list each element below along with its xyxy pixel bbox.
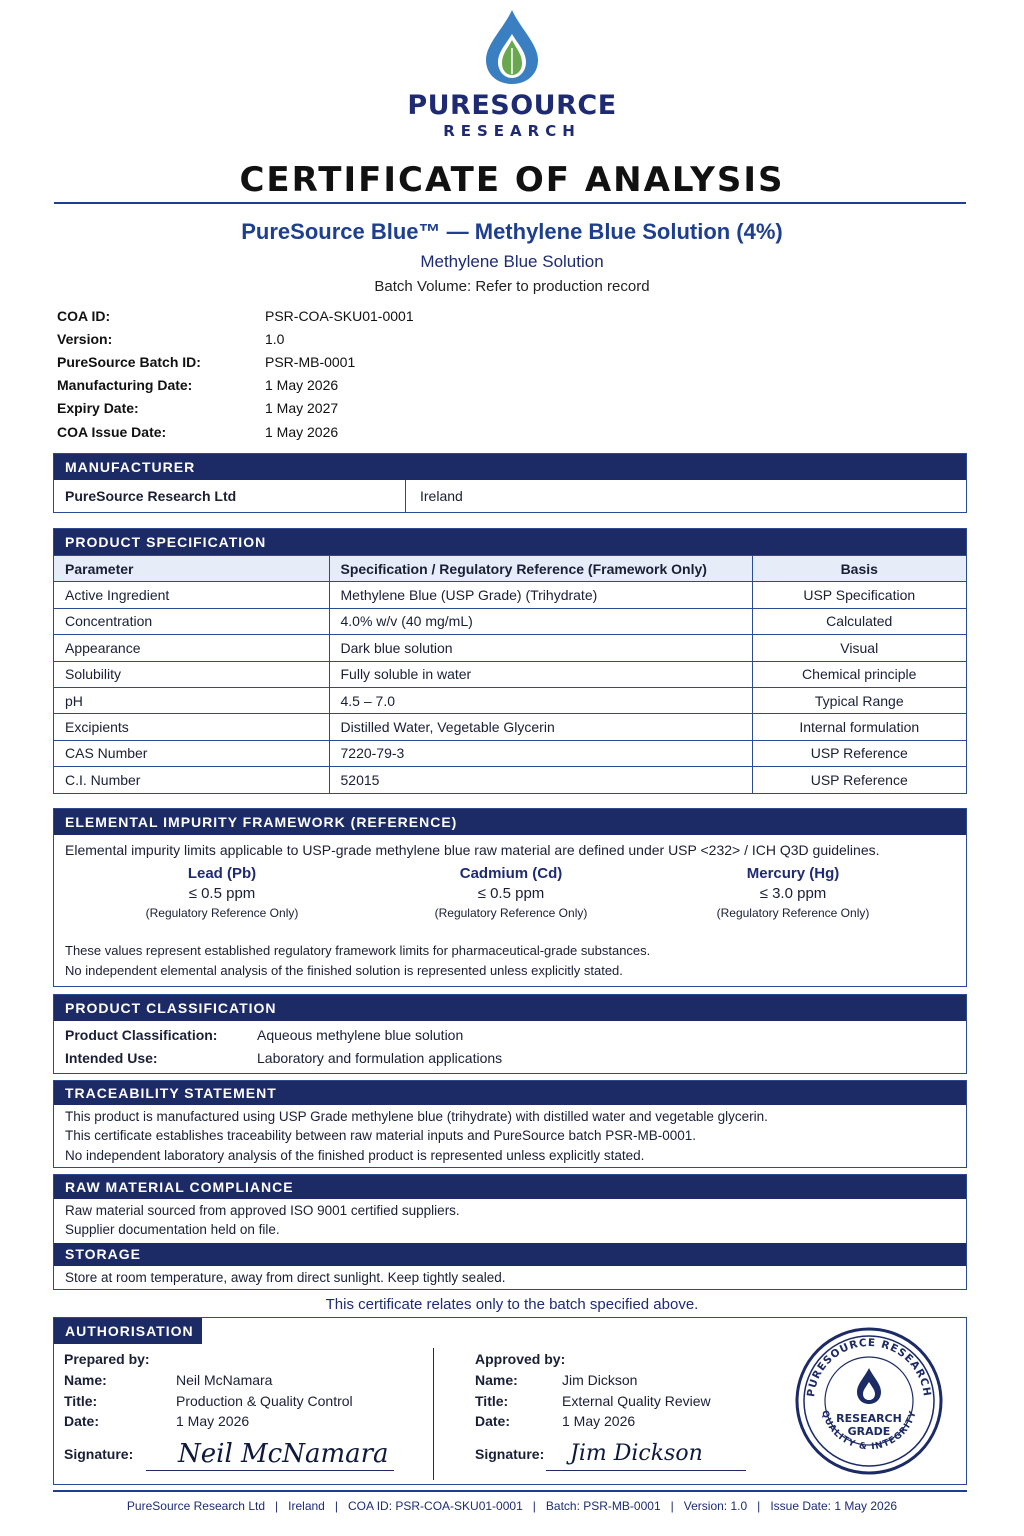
signature-row bbox=[475, 1439, 795, 1469]
signer-title: Production & Quality Control bbox=[176, 1392, 353, 1409]
table-cell: 4.5 – 7.0 bbox=[329, 687, 752, 713]
meta-row bbox=[57, 350, 657, 373]
raw-material-line: Supplier documentation held on file. bbox=[65, 1222, 280, 1238]
meta-value: PSR-MB-0001 bbox=[265, 353, 356, 370]
brand-logo bbox=[0, 8, 1024, 140]
section-heading: ELEMENTAL IMPURITY FRAMEWORK (REFERENCE) bbox=[54, 809, 966, 835]
table-row bbox=[54, 687, 966, 713]
title-divider bbox=[54, 202, 966, 204]
classification-value: Laboratory and formulation applications bbox=[257, 1049, 503, 1066]
handwritten-signature: Neil McNamara bbox=[178, 1438, 389, 1469]
traceability-text bbox=[54, 1105, 966, 1165]
signer-row bbox=[475, 1370, 795, 1391]
table-row bbox=[54, 582, 966, 608]
brand-subname: RESEARCH bbox=[443, 122, 581, 140]
signer-row bbox=[475, 1411, 795, 1432]
signature-line bbox=[546, 1470, 746, 1471]
signer-name: Neil McNamara bbox=[176, 1372, 273, 1388]
footer-item: Ireland bbox=[288, 1499, 325, 1513]
approved-by-block bbox=[475, 1348, 795, 1469]
traceability-line: This product is manufactured using USP Grade methylene blue (trihydrate) with distilled water and vegetable glycerin. bbox=[65, 1109, 768, 1124]
footer-separator: | bbox=[670, 1499, 674, 1513]
traceability-section bbox=[53, 1080, 967, 1168]
table-cell: Active Ingredient bbox=[54, 582, 329, 608]
water-drop-leaf-icon bbox=[482, 8, 542, 86]
meta-row bbox=[57, 420, 657, 443]
column-header: Basis bbox=[752, 556, 966, 582]
element-limit: ≤ 0.5 ppm bbox=[188, 885, 256, 902]
section-heading: PRODUCT SPECIFICATION bbox=[54, 529, 966, 555]
field-label: Name: bbox=[64, 1372, 107, 1388]
svg-text:GRADE: GRADE bbox=[847, 1425, 891, 1438]
batch-volume: Batch Volume: Refer to production record bbox=[374, 278, 650, 295]
brand-name: PURESOURCE bbox=[407, 90, 617, 121]
signer-name: Jim Dickson bbox=[562, 1372, 638, 1388]
meta-key: COA Issue Date: bbox=[57, 423, 167, 440]
footer-divider bbox=[53, 1490, 967, 1492]
prepared-by-block bbox=[64, 1348, 424, 1469]
product-classification-section bbox=[53, 994, 967, 1074]
table-cell: Calculated bbox=[752, 608, 966, 634]
research-grade-seal-icon bbox=[794, 1326, 944, 1476]
signer-row bbox=[64, 1370, 424, 1391]
meta-value: 1.0 bbox=[265, 330, 285, 347]
footer-separator: | bbox=[334, 1499, 338, 1513]
signer-date: 1 May 2026 bbox=[562, 1413, 636, 1430]
section-heading: MANUFACTURER bbox=[54, 454, 966, 480]
column-divider bbox=[433, 1348, 434, 1480]
meta-value: 1 May 2027 bbox=[265, 400, 339, 417]
table-cell: Methylene Blue (USP Grade) (Trihydrate) bbox=[329, 582, 752, 608]
element-name: Lead (Pb) bbox=[187, 865, 257, 882]
table-cell: Chemical principle bbox=[752, 661, 966, 687]
table-cell: Visual bbox=[752, 635, 966, 661]
meta-key: COA ID: bbox=[57, 307, 111, 324]
manufacturer-name: PureSource Research Ltd bbox=[54, 480, 406, 512]
table-row bbox=[54, 767, 966, 793]
table-cell: USP Specification bbox=[752, 582, 966, 608]
field-label: Name: bbox=[475, 1372, 518, 1388]
element-limit: ≤ 3.0 ppm bbox=[759, 885, 827, 902]
elemental-impurity-section bbox=[53, 808, 967, 987]
traceability-line: No independent laboratory analysis of the finished product is represented unless explicitly stated. bbox=[65, 1147, 645, 1163]
column-header: Specification / Regulatory Reference (Framework Only) bbox=[329, 556, 752, 582]
footer-item: Issue Date: 1 May 2026 bbox=[770, 1499, 898, 1513]
table-header-row bbox=[54, 556, 966, 582]
product-specification-section bbox=[53, 528, 967, 794]
meta-key: Manufacturing Date: bbox=[57, 377, 193, 394]
element-name: Mercury (Hg) bbox=[746, 865, 840, 882]
manufacturer-row bbox=[54, 480, 966, 512]
meta-value: PSR-COA-SKU01-0001 bbox=[265, 307, 414, 324]
manufacturer-country: Ireland bbox=[420, 488, 463, 504]
field-label: Title: bbox=[475, 1392, 509, 1409]
classification-key: Product Classification: bbox=[65, 1026, 218, 1043]
field-label: Date: bbox=[64, 1413, 100, 1430]
classification-row bbox=[54, 1023, 966, 1046]
authorisation-section bbox=[53, 1317, 967, 1485]
section-heading: STORAGE bbox=[54, 1243, 966, 1266]
footer-item: COA ID: PSR-COA-SKU01-0001 bbox=[348, 1499, 523, 1513]
footer-item: Version: 1.0 bbox=[683, 1499, 748, 1513]
meta-row bbox=[57, 397, 657, 420]
meta-row bbox=[57, 304, 657, 327]
footer-item: Batch: PSR-MB-0001 bbox=[545, 1499, 661, 1513]
table-cell: Excipients bbox=[54, 714, 329, 740]
table-cell: USP Reference bbox=[752, 740, 966, 766]
element-reference: (Regulatory Reference Only) bbox=[434, 906, 588, 920]
signer-date: 1 May 2026 bbox=[176, 1413, 250, 1430]
table-cell: Typical Range bbox=[752, 687, 966, 713]
table-row bbox=[54, 740, 966, 766]
raw-material-section bbox=[53, 1174, 967, 1290]
impurity-element bbox=[122, 865, 322, 920]
table-cell: Internal formulation bbox=[752, 714, 966, 740]
document-title: CERTIFICATE OF ANALYSIS bbox=[239, 160, 785, 200]
impurity-note: No independent elemental analysis of the finished solution is represented unless explicitly stated. bbox=[65, 963, 623, 978]
raw-material-text bbox=[54, 1199, 966, 1243]
impurity-intro: Elemental impurity limits applicable to USP-grade methylene blue raw material are defined under USP <232> / ICH Q3D guidelines. bbox=[65, 842, 880, 858]
impurity-element bbox=[411, 865, 611, 920]
signer-row bbox=[64, 1411, 424, 1432]
manufacturer-section bbox=[53, 453, 967, 513]
column-header: Parameter bbox=[54, 556, 329, 582]
impurity-elements bbox=[54, 865, 966, 927]
signer-title: External Quality Review bbox=[562, 1392, 711, 1409]
product-name: PureSource Blue™ — Methylene Blue Solution (4%) bbox=[241, 219, 783, 244]
field-label: Signature: bbox=[64, 1445, 134, 1462]
section-heading: RAW MATERIAL COMPLIANCE bbox=[54, 1175, 966, 1199]
svg-text:QUALITY & INTEGRITY: QUALITY & INTEGRITY bbox=[819, 1409, 919, 1453]
svg-text:RESEARCH: RESEARCH bbox=[836, 1412, 902, 1425]
meta-key: PureSource Batch ID: bbox=[57, 353, 201, 370]
traceability-line: This certificate establishes traceability between raw material inputs and PureSource batch PSR-MB-0001. bbox=[65, 1128, 697, 1144]
meta-row bbox=[57, 374, 657, 397]
section-heading: AUTHORISATION bbox=[54, 1318, 202, 1344]
classification-value: Aqueous methylene blue solution bbox=[257, 1026, 464, 1043]
section-heading: PRODUCT CLASSIFICATION bbox=[54, 995, 966, 1021]
impurity-note: These values represent established regulatory framework limits for pharmaceutical-grade substances. bbox=[65, 943, 651, 958]
table-row bbox=[54, 714, 966, 740]
storage-text: Store at room temperature, away from direct sunlight. Keep tightly sealed. bbox=[65, 1270, 506, 1285]
signer-row bbox=[475, 1391, 795, 1412]
field-label: Title: bbox=[64, 1392, 98, 1409]
footer-item: PureSource Research Ltd bbox=[126, 1499, 265, 1513]
footer-separator: | bbox=[275, 1499, 279, 1513]
footer-separator: | bbox=[757, 1499, 761, 1513]
signer-row bbox=[64, 1391, 424, 1412]
coa-metadata bbox=[57, 304, 657, 443]
table-row bbox=[54, 661, 966, 687]
signature-row bbox=[64, 1439, 424, 1469]
certification-statement: This certificate relates only to the batch specified above. bbox=[325, 1296, 699, 1313]
table-cell: Distilled Water, Vegetable Glycerin bbox=[329, 714, 752, 740]
footer-separator: | bbox=[532, 1499, 536, 1513]
element-name: Cadmium (Cd) bbox=[459, 865, 563, 882]
table-cell: Solubility bbox=[54, 661, 329, 687]
footer bbox=[0, 1499, 1024, 1513]
table-cell: 7220-79-3 bbox=[329, 740, 752, 766]
element-reference: (Regulatory Reference Only) bbox=[145, 906, 299, 920]
table-cell: Concentration bbox=[54, 608, 329, 634]
table-cell: C.I. Number bbox=[54, 767, 329, 793]
section-heading: TRACEABILITY STATEMENT bbox=[54, 1081, 966, 1105]
table-row bbox=[54, 635, 966, 661]
classification-row bbox=[54, 1046, 966, 1069]
table-cell: Fully soluble in water bbox=[329, 661, 752, 687]
table-cell: Dark blue solution bbox=[329, 635, 752, 661]
meta-value: 1 May 2026 bbox=[265, 423, 339, 440]
element-reference: (Regulatory Reference Only) bbox=[716, 906, 870, 920]
prepared-by-heading: Prepared by: bbox=[64, 1351, 150, 1367]
table-cell: 4.0% w/v (40 mg/mL) bbox=[329, 608, 752, 634]
table-cell: CAS Number bbox=[54, 740, 329, 766]
field-label: Date: bbox=[475, 1413, 511, 1430]
meta-value: 1 May 2026 bbox=[265, 377, 339, 394]
handwritten-signature: Jim Dickson bbox=[570, 1441, 703, 1467]
table-cell: 52015 bbox=[329, 767, 752, 793]
element-limit: ≤ 0.5 ppm bbox=[477, 885, 545, 902]
meta-key: Version: bbox=[57, 330, 113, 347]
table-cell: Appearance bbox=[54, 635, 329, 661]
table-row bbox=[54, 608, 966, 634]
meta-key: Expiry Date: bbox=[57, 400, 139, 417]
impurity-element bbox=[693, 865, 893, 920]
product-subtitle: Methylene Blue Solution bbox=[420, 252, 604, 271]
field-label: Signature: bbox=[475, 1445, 545, 1462]
raw-material-line: Raw material sourced from approved ISO 9001 certified suppliers. bbox=[65, 1203, 460, 1218]
specification-table bbox=[54, 555, 966, 793]
approved-by-heading: Approved by: bbox=[475, 1351, 566, 1367]
meta-row bbox=[57, 327, 657, 350]
signature-line bbox=[146, 1470, 394, 1471]
classification-key: Intended Use: bbox=[65, 1049, 158, 1066]
table-cell: USP Reference bbox=[752, 767, 966, 793]
table-cell: pH bbox=[54, 687, 329, 713]
svg-text:PURESOURCE RESEARCH: PURESOURCE RESEARCH bbox=[805, 1336, 933, 1398]
